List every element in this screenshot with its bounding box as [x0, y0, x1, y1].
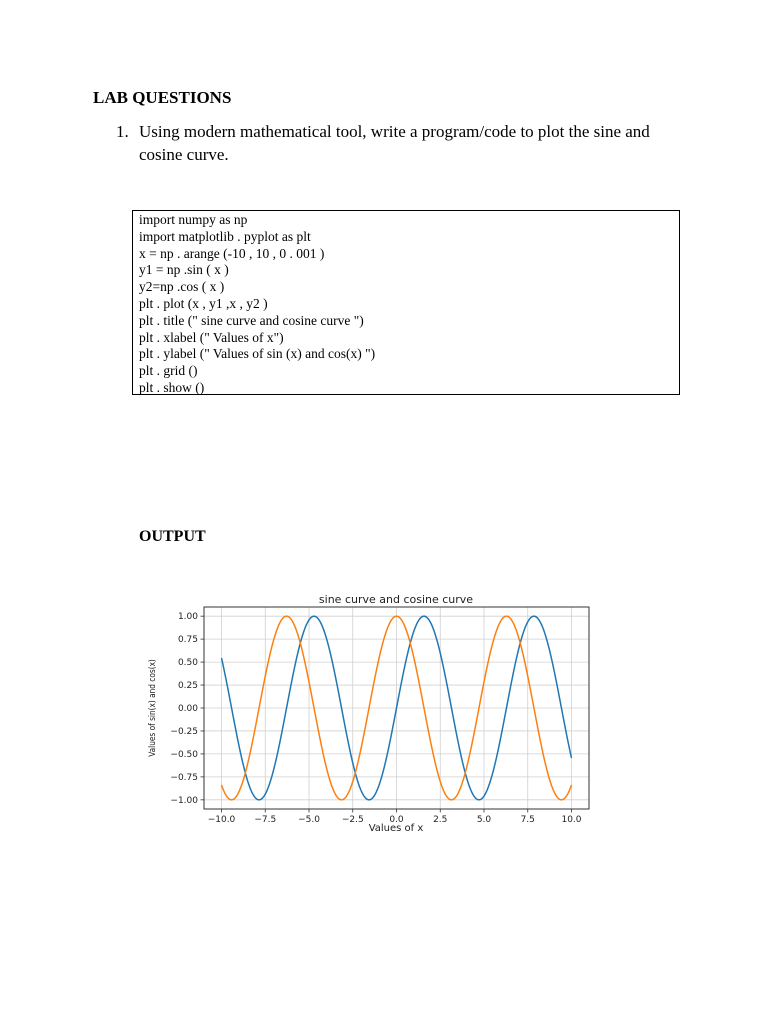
sine-cosine-chart [140, 590, 600, 838]
question-text: Using modern mathematical tool, write a program/code to plot the sine and cosine curve. [139, 122, 650, 164]
code-listing [132, 210, 680, 395]
x-tick-label: 5.0 [476, 815, 492, 825]
y-tick-label: 1.00 [177, 612, 198, 623]
question-item [116, 120, 676, 166]
code-line: plt . plot (x , y1 ,x , y2 ) [139, 295, 268, 311]
code-line: import matplotlib . pyplot as plt [139, 228, 311, 244]
x-tick-label: −10.0 [207, 815, 236, 825]
code-line: import numpy as np [139, 212, 248, 227]
x-tick-label: −7.5 [254, 815, 277, 825]
y-tick-label: −0.50 [170, 749, 198, 760]
y-tick-label: −1.00 [170, 795, 198, 806]
code-line: plt . ylabel (" Values of sin (x) and cos(x) ") [139, 346, 376, 362]
y-tick-label: 0.00 [177, 704, 198, 714]
code-line: plt . title (" sine curve and cosine curve ") [139, 312, 364, 328]
code-line: y1 = np .sin ( x ) [139, 262, 229, 278]
x-tick-label: 2.5 [433, 815, 448, 825]
y-tick-label: −0.75 [170, 772, 198, 783]
x-tick-label: 7.5 [520, 815, 535, 825]
code-line: y2=np .cos ( x ) [139, 279, 225, 295]
y-tick-label: 0.25 [177, 681, 198, 692]
question-number: 1. [116, 122, 129, 141]
x-tick-label: 0.0 [389, 815, 404, 825]
x-tick-label: −5.0 [298, 815, 320, 825]
y-tick-label: −0.25 [170, 726, 198, 737]
section-heading: LAB QUESTIONS [93, 88, 232, 107]
code-line: plt . show () [139, 379, 205, 395]
code-line: plt . grid () [139, 363, 198, 379]
y-tick-label: 0.50 [177, 658, 198, 669]
output-label: OUTPUT [139, 528, 206, 545]
x-tick-label: −2.5 [341, 815, 364, 825]
code-line: x = np . arange (-10 , 10 , 0 . 001 ) [139, 245, 325, 261]
chart-title: sine curve and cosine curve [318, 593, 474, 606]
y-tick-label: 0.75 [177, 635, 198, 646]
y-axis-label: Values of sin(x) and cos(x) [146, 659, 158, 757]
code-line: plt . xlabel (" Values of x") [139, 329, 284, 345]
x-axis-label: Values of x [368, 823, 424, 834]
x-tick-label: 10.0 [561, 815, 582, 825]
